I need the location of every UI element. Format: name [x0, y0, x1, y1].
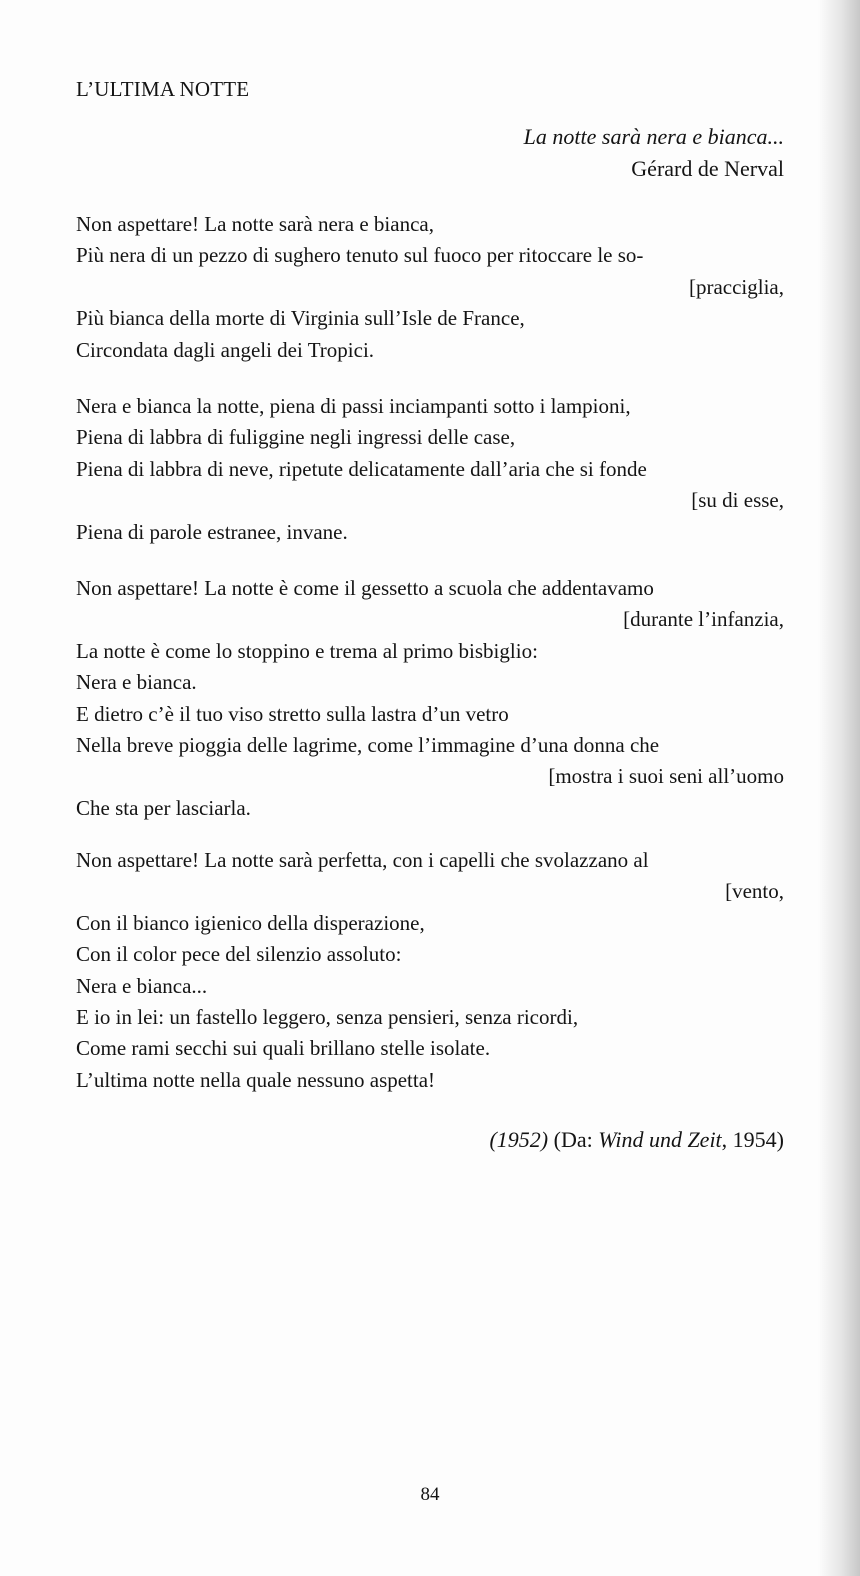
poem-line: Nera e bianca...	[76, 973, 208, 998]
poem-line-continuation: [pracciglia,	[688, 274, 784, 299]
poem-year: (1952)	[489, 1127, 549, 1152]
source-title: Wind und Zeit	[598, 1127, 722, 1152]
poem-line: Con il bianco igienico della disperazione,	[76, 910, 425, 935]
epigraph-quote: La notte sarà nera e bianca...	[523, 124, 784, 149]
poem-line-continuation: [mostra i suoi seni all’uomo	[548, 764, 784, 789]
poem-line: Non aspettare! La notte sarà perfetta, con i capelli che svolazzano al	[76, 848, 649, 872]
source-suffix: , 1954)	[721, 1127, 784, 1152]
source-note	[489, 1127, 784, 1153]
poem-line-continuation: [su di esse,	[691, 488, 784, 513]
poem-title: L’ULTIMA NOTTE	[76, 77, 250, 101]
poem-line: Nera e bianca la notte, piena di passi inciampanti sotto i lampioni,	[76, 394, 631, 418]
poem-line: Piena di labbra di neve, ripetute delicatamente dall’aria che si fonde	[76, 456, 647, 481]
poem-line: Nera e bianca.	[76, 670, 197, 695]
poem-line: Non aspettare! La notte è come il gessetto a scuola che addentavamo	[76, 576, 654, 600]
page-edge-shadow	[818, 0, 860, 1576]
poem-line: Come rami secchi sui quali brillano stelle isolate.	[76, 1036, 491, 1061]
poem-line: Più nera di un pezzo di sughero tenuto sul fuoco per ritoccare le so-	[76, 243, 644, 268]
poem-line: Piena di parole estranee, invane.	[76, 519, 348, 544]
page-number: 84	[420, 1484, 440, 1505]
poem-line: Non aspettare! La notte sarà nera e bianca,	[76, 212, 434, 236]
poem-line: Circondata dagli angeli dei Tropici.	[76, 337, 375, 362]
poem-line-continuation: [durante l’infanzia,	[623, 607, 784, 632]
poem-body	[76, 0, 784, 1576]
poem-line: Con il color pece del silenzio assoluto:	[76, 942, 402, 967]
poem-line: L’ultima notte nella quale nessuno aspetta!	[76, 1067, 436, 1092]
poem-line: E dietro c’è il tuo viso stretto sulla lastra d’un vetro	[76, 701, 509, 726]
source-prefix: (Da:	[553, 1127, 599, 1152]
poem-line: Piena di labbra di fuliggine negli ingressi delle case,	[76, 425, 516, 450]
poem-line: E io in lei: un fastello leggero, senza pensieri, senza ricordi,	[76, 1005, 579, 1029]
epigraph-author: Gérard de Nerval	[631, 156, 784, 181]
poem-line-continuation: [vento,	[725, 879, 784, 904]
poem-line: Nella breve pioggia delle lagrime, come l’immagine d’una donna che	[76, 733, 660, 757]
poem-line: La notte è come lo stoppino e trema al primo bisbiglio:	[76, 638, 538, 663]
poem-line: Che sta per lasciarla.	[76, 795, 251, 820]
poem-line: Più bianca della morte di Virginia sull’Isle de France,	[76, 306, 525, 331]
